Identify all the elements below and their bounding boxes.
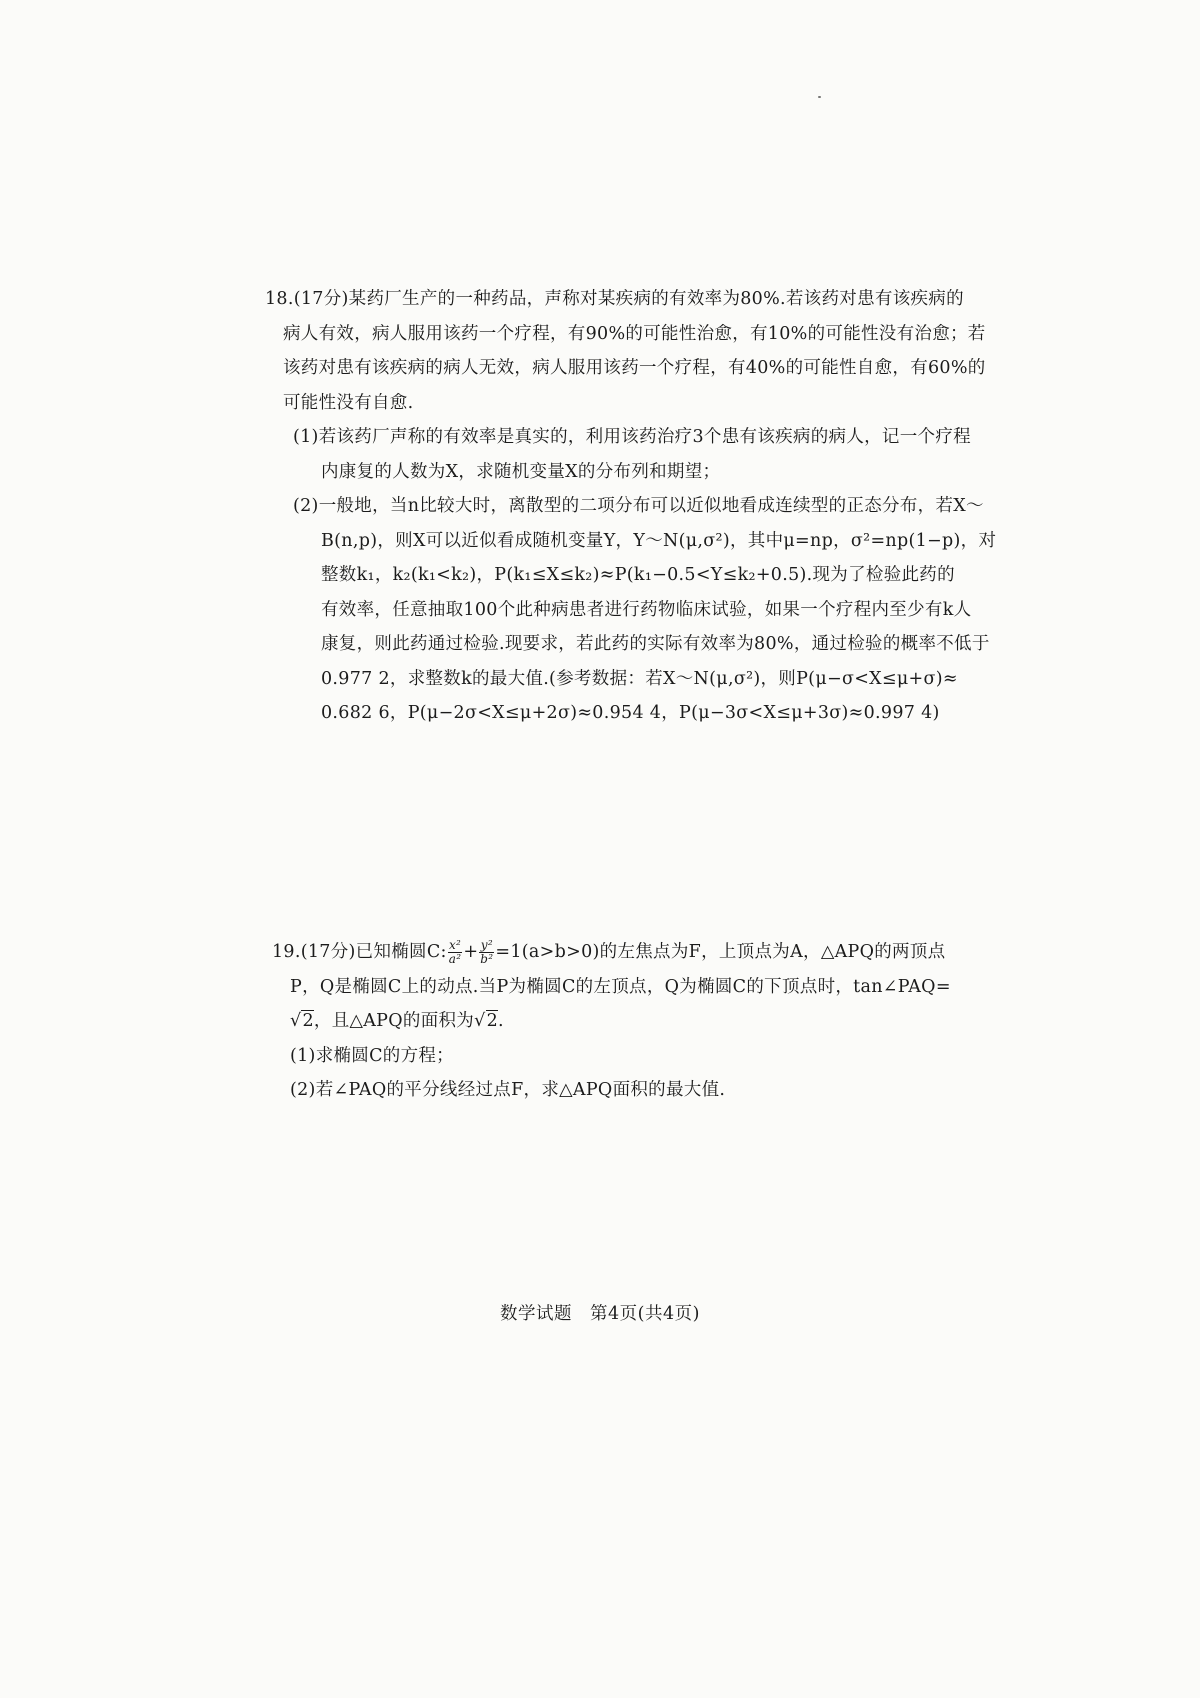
plus-sign: + [463, 942, 479, 962]
question-19 [272, 935, 1036, 1108]
q18-part2-line-2: B(n,p)，则X可以近似看成随机变量Y，Y～N(μ,σ²)，其中μ=np，σ²=np(1−p)，对 [321, 530, 997, 551]
fraction-numerator: y² [480, 938, 493, 952]
q19-part-2: (2)若∠PAQ的平分线经过点F，求△APQ面积的最大值. [290, 1080, 726, 1100]
scan-speck [818, 96, 821, 98]
q18-part2-line-7: 0.682 6，P(μ−2σ<X≤μ+2σ)≈0.954 4，P(μ−3σ<X≤μ+3σ)≈0.997 4) [321, 703, 940, 723]
q18-part2-line-5: 康复，则此药通过检验.现要求，若此药的实际有效率为80%，通过检验的概率不低于 [321, 634, 990, 654]
q18-part1-line-1: (1)若该药厂声称的有效率是真实的，利用该药治疗3个患有该疾病的病人，记一个疗程 [293, 427, 971, 447]
fraction-y2-b2 [479, 939, 494, 966]
q18-part1-line-2: 内康复的人数为X，求随机变量X的分布列和期望； [321, 461, 721, 482]
fraction-denominator: a² [448, 952, 462, 966]
fraction-denominator: b² [480, 952, 494, 966]
fraction-numerator: x² [448, 938, 462, 952]
q19-head: 19.(17分)已知椭圆C: [272, 942, 447, 962]
q18-part2-line-1: (2)一般地，当n比较大时，离散型的二项分布可以近似地看成连续型的正态分布，若X～ [293, 496, 984, 516]
radicand: 2 [486, 1011, 498, 1031]
q18-line-1: 18.(17分)某药厂生产的一种药品，声称对某疾病的有效率为80%.若该药对患有该疾病的 [265, 289, 964, 309]
q19-tail: =1(a>b>0)的左焦点为F，上顶点为A，△APQ的两顶点 [495, 942, 946, 962]
q19-part-1: (1)求椭圆C的方程； [290, 1045, 454, 1066]
q18-line-4: 可能性没有自愈. [283, 392, 414, 413]
q19-line-3-middle: ，且△APQ的面积为 [313, 1011, 475, 1031]
page-footer: 数学试题 第4页(共4页) [500, 1304, 700, 1324]
q18-line-3: 该药对患有该疾病的病人无效，病人服用该药一个疗程，有40%的可能性自愈，有60%的 [283, 358, 986, 378]
q19-line-3-end: . [498, 1011, 504, 1031]
sqrt-sign: √ [474, 1011, 486, 1031]
sqrt-sign: √ [290, 1011, 302, 1031]
q19-line-3 [290, 1004, 1036, 1039]
fraction-x2-a2 [448, 939, 463, 966]
q18-part2-line-3: 整数k₁，k₂(k₁<k₂)，P(k₁≤X≤k₂)≈P(k₁−0.5<Y≤k₂+0.5).现为了检验此药的 [321, 565, 955, 585]
q18-line-2: 病人有效，病人服用该药一个疗程，有90%的可能性治愈，有10%的可能性没有治愈；若 [283, 323, 986, 344]
q18-part2-line-4: 有效率，任意抽取100个此种病患者进行药物临床试验，如果一个疗程内至少有k人 [321, 599, 972, 620]
q19-line-2: P，Q是椭圆C上的动点.当P为椭圆C的左顶点，Q为椭圆C的下顶点时，tan∠PAQ= [290, 976, 951, 997]
radicand: 2 [302, 1011, 314, 1031]
q18-part2-line-6: 0.977 2，求整数k的最大值.(参考数据：若X～N(μ,σ²)，则P(μ−σ<X≤μ+σ)≈ [321, 668, 958, 689]
q19-line-1 [272, 935, 1036, 970]
question-18 [265, 282, 1029, 731]
